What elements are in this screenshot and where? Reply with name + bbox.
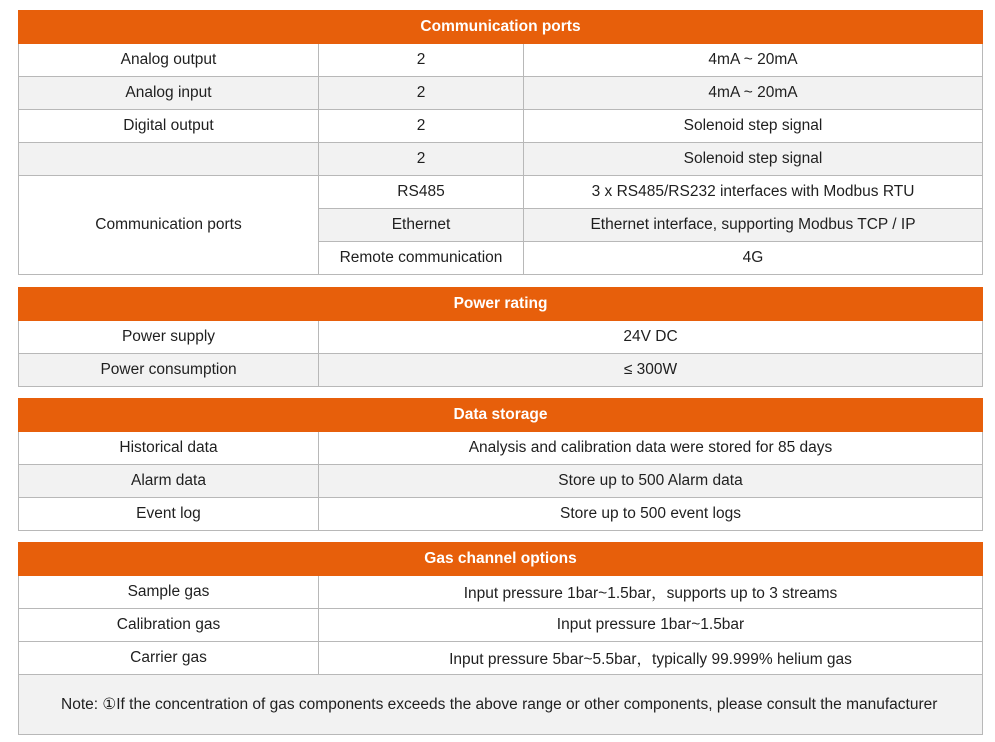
row-label: Historical data <box>19 432 319 465</box>
table-row <box>19 432 983 465</box>
row-label: Sample gas <box>19 576 319 609</box>
table-row <box>19 675 983 735</box>
port-value: 4G <box>524 242 983 275</box>
row-label: Digital output <box>19 110 319 143</box>
footnote: Note: ①If the concentration of gas components exceeds the above range or other components, please consult the manufacturer <box>19 675 983 735</box>
row-value: Input pressure 1bar~1.5bar，supports up to 3 streams <box>319 576 983 609</box>
row-label: Analog input <box>19 77 319 110</box>
power-rating-table <box>18 287 983 387</box>
row-count: 2 <box>319 77 524 110</box>
gas-channel-table <box>18 542 983 735</box>
data-storage-table <box>18 398 983 531</box>
row-value: Analysis and calibration data were stored for 85 days <box>319 432 983 465</box>
table-row <box>19 176 983 209</box>
port-name: Ethernet <box>319 209 524 242</box>
row-value: 4mA ~ 20mA <box>524 44 983 77</box>
row-label: Carrier gas <box>19 642 319 675</box>
port-name: Remote communication <box>319 242 524 275</box>
row-label: Calibration gas <box>19 609 319 642</box>
table-row <box>19 498 983 531</box>
table-row <box>19 576 983 609</box>
row-count: 2 <box>319 44 524 77</box>
row-label <box>19 143 319 176</box>
row-label: Power consumption <box>19 354 319 387</box>
row-value: 24V DC <box>319 321 983 354</box>
row-value: Store up to 500 Alarm data <box>319 465 983 498</box>
table-row <box>19 44 983 77</box>
table-row <box>19 465 983 498</box>
communication-ports-table <box>18 10 983 275</box>
row-value: Input pressure 5bar~5.5bar，typically 99.999% helium gas <box>319 642 983 675</box>
gas-channel-header: Gas channel options <box>19 543 983 576</box>
data-storage-header: Data storage <box>19 399 983 432</box>
port-value: 3 x RS485/RS232 interfaces with Modbus RTU <box>524 176 983 209</box>
row-value: 4mA ~ 20mA <box>524 77 983 110</box>
table-row <box>19 642 983 675</box>
row-count: 2 <box>319 143 524 176</box>
table-row <box>19 110 983 143</box>
communication-ports-header: Communication ports <box>19 11 983 44</box>
ports-group-label: Communication ports <box>19 176 319 275</box>
table-row <box>19 321 983 354</box>
table-row <box>19 143 983 176</box>
power-rating-header: Power rating <box>19 288 983 321</box>
row-label: Alarm data <box>19 465 319 498</box>
row-value: Store up to 500 event logs <box>319 498 983 531</box>
row-label: Power supply <box>19 321 319 354</box>
row-value: ≤ 300W <box>319 354 983 387</box>
row-value: Solenoid step signal <box>524 110 983 143</box>
row-value: Input pressure 1bar~1.5bar <box>319 609 983 642</box>
port-value: Ethernet interface, supporting Modbus TCP / IP <box>524 209 983 242</box>
port-name: RS485 <box>319 176 524 209</box>
row-value: Solenoid step signal <box>524 143 983 176</box>
row-label: Analog output <box>19 44 319 77</box>
row-count: 2 <box>319 110 524 143</box>
row-label: Event log <box>19 498 319 531</box>
table-row <box>19 354 983 387</box>
table-row <box>19 609 983 642</box>
table-row <box>19 77 983 110</box>
